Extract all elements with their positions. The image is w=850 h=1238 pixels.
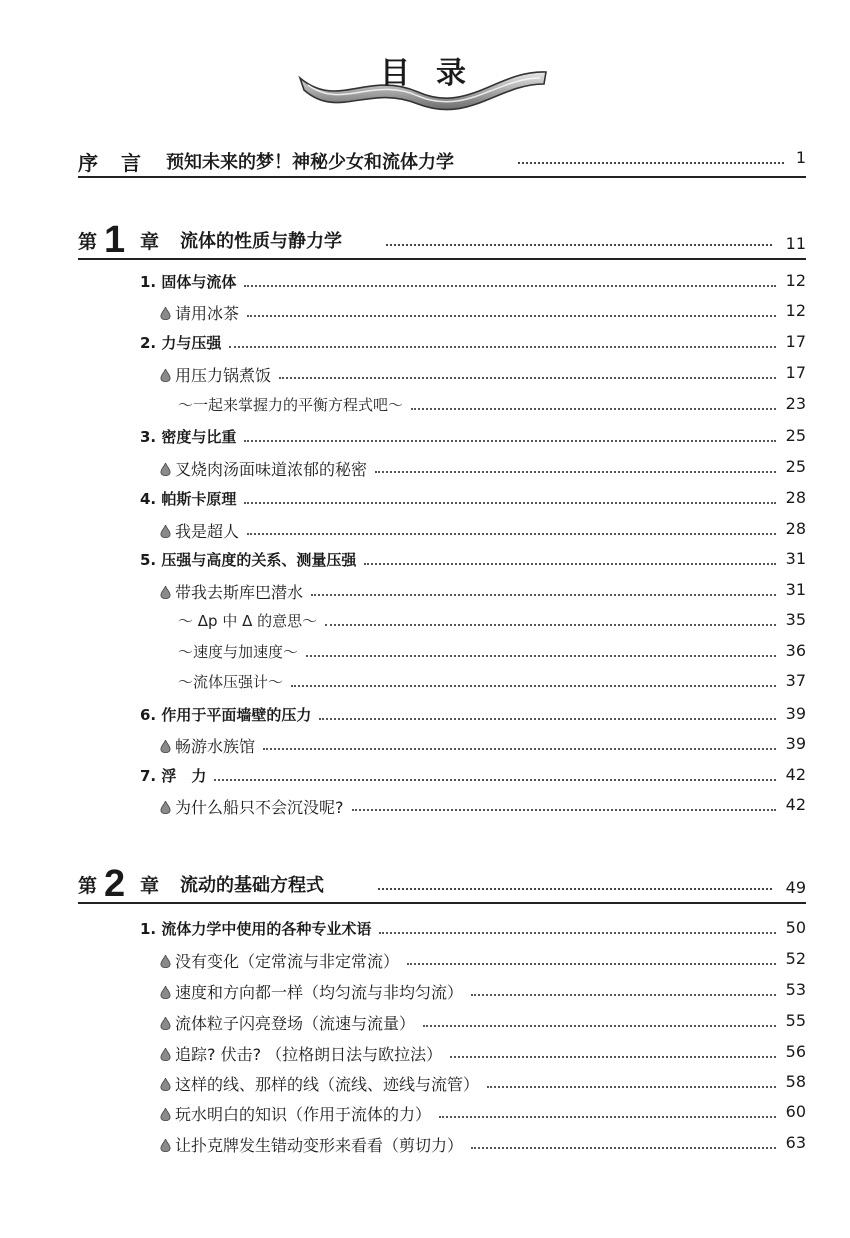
leader-dots xyxy=(306,655,776,657)
droplet-icon xyxy=(160,586,171,600)
page-number: 53 xyxy=(785,980,806,999)
page-number: 36 xyxy=(785,641,806,660)
entry-text: 速度和方向都一样（均匀流与非均匀流） xyxy=(175,983,464,1002)
entry-title xyxy=(140,271,236,292)
droplet-icon xyxy=(160,369,171,383)
entry-text: 2. 力与压强 xyxy=(140,334,222,352)
leader-dots xyxy=(450,1056,776,1058)
toc-entry[interactable] xyxy=(160,577,806,605)
entry-text: 4. 帕斯卡原理 xyxy=(140,490,237,508)
chapter-title: 流体的性质与静力学 xyxy=(180,231,342,252)
droplet-icon xyxy=(160,463,171,477)
page-number: 28 xyxy=(785,519,806,538)
entry-text: 我是超人 xyxy=(175,522,240,541)
entry-text: 请用冰茶 xyxy=(175,304,240,323)
toc-entry[interactable] xyxy=(160,1069,806,1097)
entry-title xyxy=(160,1102,431,1125)
leader-dots xyxy=(263,748,776,750)
droplet-icon xyxy=(160,1017,171,1031)
page-number: 35 xyxy=(785,610,806,629)
toc-entry[interactable] xyxy=(178,638,806,666)
toc-entry[interactable] xyxy=(160,360,806,388)
entry-text: 叉烧肉汤面味道浓郁的秘密 xyxy=(175,460,368,479)
chapter-1-heading[interactable] xyxy=(78,218,806,260)
page-number: 25 xyxy=(785,457,806,476)
preface-title: 预知未来的梦！神秘少女和流体力学 xyxy=(166,152,454,173)
leader-dots xyxy=(423,1025,776,1027)
chapter-number: 1 xyxy=(104,219,126,261)
toc-entry[interactable] xyxy=(178,391,806,419)
entry-title xyxy=(140,549,356,570)
entry-text: ～一起来掌握力的平衡方程式吧～ xyxy=(178,396,404,414)
leader-dots xyxy=(244,440,776,442)
leader-dots xyxy=(487,1086,776,1088)
entry-title xyxy=(160,457,367,480)
entry-title xyxy=(160,363,271,386)
toc-entry[interactable] xyxy=(160,1008,806,1036)
leader-dots xyxy=(411,408,776,410)
toc-entry[interactable] xyxy=(160,977,806,1005)
page-number: 17 xyxy=(785,332,806,351)
page-number: 42 xyxy=(785,765,806,784)
entry-title xyxy=(140,765,206,786)
droplet-icon xyxy=(160,740,171,754)
entry-text: 5. 压强与高度的关系、测量压强 xyxy=(140,551,357,569)
page-number: 23 xyxy=(785,394,806,413)
droplet-icon xyxy=(160,1139,171,1153)
page-number: 58 xyxy=(785,1072,806,1091)
page-number: 31 xyxy=(785,549,806,568)
page-title: 目录 xyxy=(380,56,492,91)
entry-text: ～ Δp 中 Δ 的意思～ xyxy=(178,612,318,630)
entry-text: 流体粒子闪亮登场（流速与流量） xyxy=(175,1014,416,1033)
toc-entry[interactable] xyxy=(140,329,806,357)
toc-entry[interactable] xyxy=(160,1130,806,1158)
toc-entry[interactable] xyxy=(140,915,806,943)
entry-title xyxy=(160,980,463,1003)
droplet-icon xyxy=(160,1048,171,1062)
leader-dots xyxy=(279,377,776,379)
entry-title xyxy=(140,918,371,939)
page-number: 17 xyxy=(785,363,806,382)
entry-text: 1. 固体与流体 xyxy=(140,273,237,291)
chapter-2-heading[interactable] xyxy=(78,862,806,904)
preface-label: 序 言 xyxy=(78,151,149,175)
leader-dots xyxy=(291,685,776,687)
toc-entry[interactable] xyxy=(178,668,806,696)
entry-title xyxy=(140,426,236,447)
entry-text: 1. 流体力学中使用的各种专业术语 xyxy=(140,920,372,938)
leader-dots xyxy=(379,932,776,934)
entry-text: 这样的线、那样的线（流线、迹线与流管） xyxy=(175,1075,480,1094)
page-number: 12 xyxy=(785,301,806,320)
entry-text: 3. 密度与比重 xyxy=(140,428,237,446)
page-number: 39 xyxy=(785,704,806,723)
entry-title xyxy=(160,519,239,542)
toc-entry[interactable] xyxy=(160,1099,806,1127)
page-number: 11 xyxy=(785,234,806,253)
page-number: 50 xyxy=(785,918,806,937)
toc-entry[interactable] xyxy=(140,546,806,574)
entry-title xyxy=(140,704,311,725)
leader-dots xyxy=(244,502,776,504)
entry-title xyxy=(178,610,317,631)
preface-entry[interactable] xyxy=(78,142,806,178)
leader-dots xyxy=(325,624,776,626)
chapter-prefix: 第 xyxy=(78,231,98,253)
chapter-suffix: 章 xyxy=(140,875,160,897)
entry-text: 用压力锅煮饭 xyxy=(175,366,272,385)
toc-entry[interactable] xyxy=(140,485,806,513)
toc-entry[interactable] xyxy=(160,298,806,326)
page-number: 31 xyxy=(785,580,806,599)
leader-dots xyxy=(407,963,776,965)
page-number: 56 xyxy=(785,1042,806,1061)
entry-text: 带我去斯库巴潜水 xyxy=(175,583,304,602)
page-number: 28 xyxy=(785,488,806,507)
droplet-icon xyxy=(160,1108,171,1122)
page-number: 37 xyxy=(785,671,806,690)
entry-text: 畅游水族馆 xyxy=(175,737,256,756)
toc-entry[interactable] xyxy=(160,454,806,482)
entry-text: 没有变化（定常流与非定常流） xyxy=(175,952,400,971)
leader-dots xyxy=(247,315,776,317)
entry-title xyxy=(160,949,399,972)
entry-title xyxy=(160,1133,463,1156)
entry-text: 7. 浮 力 xyxy=(140,767,207,785)
page-number: 60 xyxy=(785,1102,806,1121)
toc-entry[interactable] xyxy=(140,423,806,451)
entry-text: 追踪? 伏击? （拉格朗日法与欧拉法） xyxy=(175,1045,443,1064)
leader-dots xyxy=(229,346,776,348)
droplet-icon xyxy=(160,307,171,321)
toc-entry[interactable] xyxy=(140,701,806,729)
toc-entry[interactable] xyxy=(160,731,806,759)
chapter-number: 2 xyxy=(104,863,126,905)
leader-dots xyxy=(471,1147,776,1149)
entry-title xyxy=(160,1011,415,1034)
page-number: 42 xyxy=(785,795,806,814)
droplet-icon xyxy=(160,955,171,969)
leader-dots xyxy=(386,244,772,246)
toc-entry[interactable] xyxy=(178,607,806,635)
page-number: 63 xyxy=(785,1133,806,1152)
page-number: 39 xyxy=(785,734,806,753)
droplet-icon xyxy=(160,1078,171,1092)
droplet-icon xyxy=(160,986,171,1000)
entry-text: 玩水明白的知识（作用于流体的力） xyxy=(175,1105,432,1124)
toc-heading-banner xyxy=(298,40,548,115)
toc-entry[interactable] xyxy=(160,946,806,974)
page-number: 12 xyxy=(785,271,806,290)
entry-title xyxy=(178,641,298,662)
leader-dots xyxy=(244,285,776,287)
leader-dots xyxy=(364,563,776,565)
chapter-suffix: 章 xyxy=(140,231,160,253)
leader-dots xyxy=(311,594,776,596)
entry-title xyxy=(160,580,303,603)
entry-text: 让扑克牌发生错动变形来看看（剪切力） xyxy=(175,1136,464,1155)
leader-dots xyxy=(439,1116,776,1118)
entry-title xyxy=(160,1042,442,1065)
entry-text: 为什么船只不会沉没呢? xyxy=(175,798,344,817)
droplet-icon xyxy=(160,801,171,815)
toc-entry[interactable] xyxy=(160,792,806,820)
entry-text: 6. 作用于平面墙壁的压力 xyxy=(140,706,312,724)
leader-dots xyxy=(518,162,784,164)
entry-text: ～速度与加速度～ xyxy=(178,643,299,661)
toc-entry[interactable] xyxy=(160,1039,806,1067)
leader-dots xyxy=(378,888,772,890)
leader-dots xyxy=(352,809,777,811)
entry-title xyxy=(160,734,255,757)
entry-title xyxy=(160,1072,479,1095)
leader-dots xyxy=(247,533,776,535)
chapter-title: 流动的基础方程式 xyxy=(180,875,324,896)
toc-entry[interactable] xyxy=(140,268,806,296)
page-number: 55 xyxy=(785,1011,806,1030)
toc-entry[interactable] xyxy=(140,762,806,790)
leader-dots xyxy=(319,718,776,720)
chapter-prefix: 第 xyxy=(78,875,98,897)
page-number: 25 xyxy=(785,426,806,445)
entry-text: ～流体压强计～ xyxy=(178,673,284,691)
page-number: 49 xyxy=(785,878,806,897)
page-number: 52 xyxy=(785,949,806,968)
entry-title xyxy=(140,332,221,353)
entry-title xyxy=(160,301,239,324)
entry-title xyxy=(140,488,236,509)
entry-title xyxy=(178,394,403,415)
entry-title xyxy=(178,671,283,692)
leader-dots xyxy=(214,779,776,781)
droplet-icon xyxy=(160,525,171,539)
page-number: 1 xyxy=(795,148,806,167)
entry-title xyxy=(160,795,344,818)
leader-dots xyxy=(471,994,776,996)
toc-entry[interactable] xyxy=(160,516,806,544)
leader-dots xyxy=(375,471,776,473)
